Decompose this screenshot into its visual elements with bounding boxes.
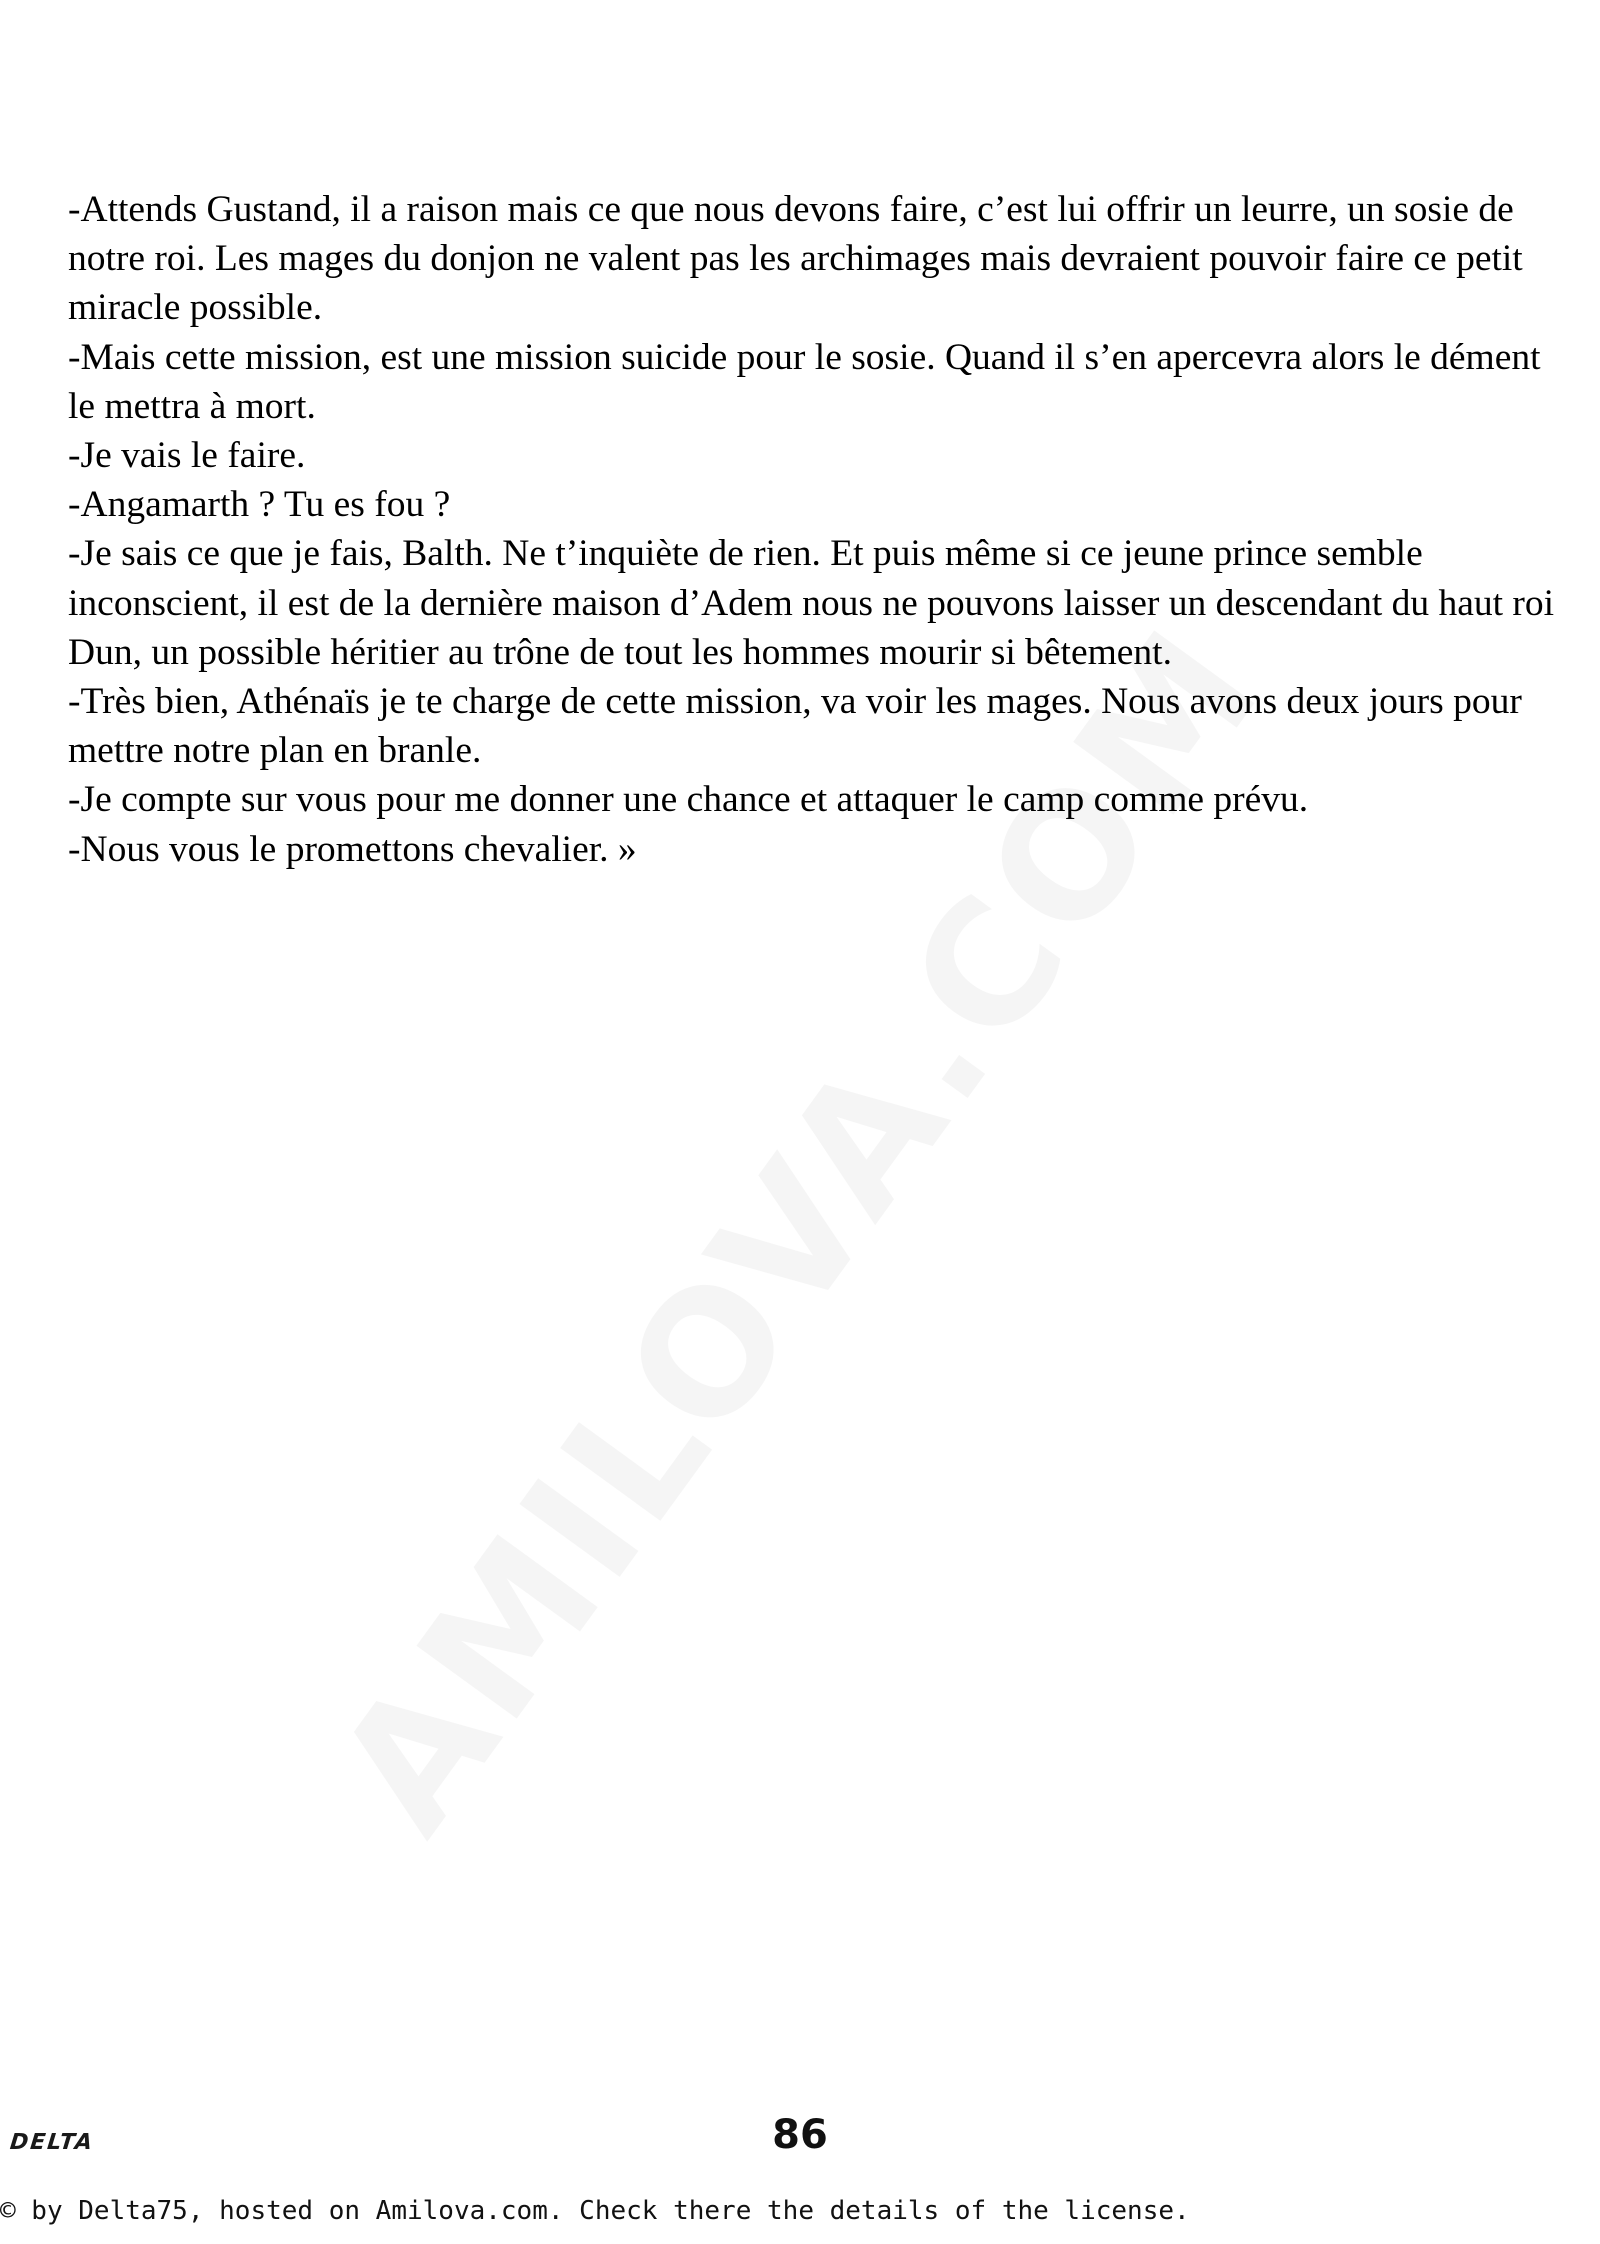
paragraph: -Angamarth ? Tu es fou ? [68,484,451,526]
paragraph: -Je sais ce que je fais, Balth. Ne t’inquiète de rien. Et puis même si ce jeune prince semble inconscient, il est de la dernière maison d’Adem nous ne pouvons laisser un descendant du haut roi Dun, un possible héritier au trône de tout les hommes mourir si bêtement. [68,533,1555,673]
author-signature: DELTA [8,2130,96,2155]
copyright-notice: © by Delta75, hosted on Amilova.com. Check there the details of the license. [0,2196,1190,2226]
paragraph: -Très bien, Athénaïs je te charge de cette mission, va voir les mages. Nous avons deux jours pour mettre notre plan en branle. [68,681,1522,772]
paragraph: -Je compte sur vous pour me donner une chance et attaquer le camp comme prévu. [68,779,1309,821]
paragraph: -Je vais le faire. [68,435,306,477]
paragraph: -Nous vous le promettons chevalier. » [68,828,637,870]
page-number: 86 [772,2112,828,2158]
body-text [68,185,1568,874]
paragraph: -Mais cette mission, est une mission suicide pour le sosie. Quand il s’en apercevra alors le dément le mettra à mort. [68,336,1541,427]
paragraph: -Attends Gustand, il a raison mais ce que nous devons faire, c’est lui offrir un leurre, un sosie de notre roi. Les mages du donjon ne valent pas les archimages mais devraient pouvoir faire ce petit miracle possible. [68,189,1523,329]
